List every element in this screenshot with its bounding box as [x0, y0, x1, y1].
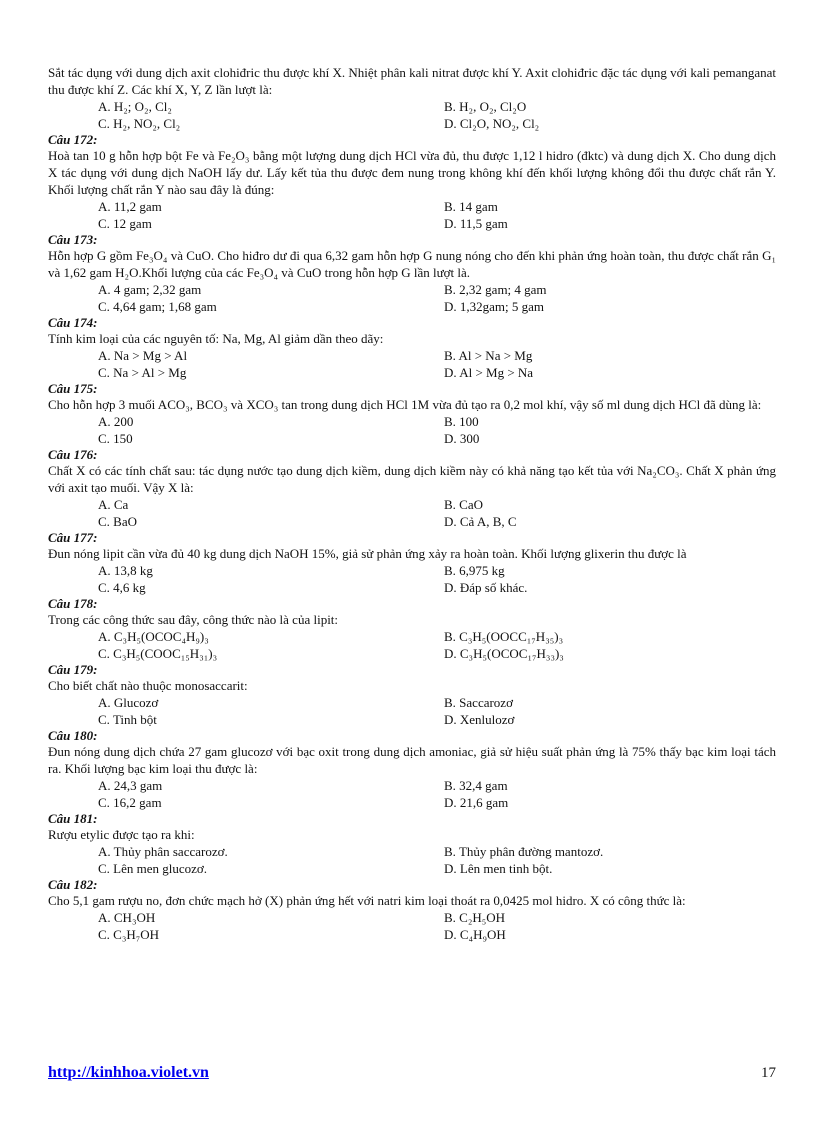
- question-block: [48, 530, 776, 596]
- option-text: 2,32 gam; 4 gam: [459, 282, 547, 297]
- option-letter: D.: [444, 927, 457, 942]
- option-text: CaO: [459, 497, 484, 512]
- answer-option: [444, 909, 776, 926]
- option-letter: A.: [98, 282, 111, 297]
- answer-options: [48, 198, 776, 232]
- answer-option: [444, 496, 776, 513]
- answer-option: [444, 413, 776, 430]
- option-letter: B.: [444, 497, 456, 512]
- option-text: 6,975 kg: [459, 563, 505, 578]
- option-letter: B.: [444, 563, 456, 578]
- answer-option: [98, 496, 444, 513]
- answer-option: [444, 777, 776, 794]
- option-letter: B.: [444, 414, 456, 429]
- option-letter: C.: [98, 216, 110, 231]
- answer-option: [444, 298, 776, 315]
- option-letter: B.: [444, 778, 456, 793]
- option-text: 14 gam: [459, 199, 498, 214]
- question-stem: Hỗn hợp G gồm Fe₃O₄ và CuO. Cho hiđro dư đi qua 6,32 gam hỗn hợp G nung nóng cho đến khi phản ứng hoàn toàn, thu được chất rắn G₁ và 1,62 gam H₂O.Khối lượng của các Fe₃O₄ và CuO trong hỗn hợp G lần lượt là.: [48, 248, 776, 280]
- answer-option: [98, 562, 444, 579]
- answer-option: [444, 281, 776, 298]
- option-text: 21,6 gam: [459, 795, 509, 810]
- answer-option: [98, 115, 444, 132]
- answer-option: [98, 347, 444, 364]
- option-letter: B.: [444, 99, 456, 114]
- answer-option: [444, 347, 776, 364]
- option-text: C₄H₉OH: [459, 927, 506, 942]
- option-letter: D.: [444, 116, 457, 131]
- question-label: Câu 181:: [48, 811, 98, 826]
- answer-option: [98, 298, 444, 315]
- option-letter: C.: [98, 116, 110, 131]
- option-text: C₃H₅(COOC₁₅H₃₁)₃: [113, 646, 218, 661]
- answer-option: [444, 645, 776, 662]
- question-stem: Đun nóng lipit cần vừa đủ 40 kg dung dịch NaOH 15%, giả sử phản ứng xảy ra hoàn toàn. Khối lượng glixerin thu được là: [48, 546, 687, 561]
- question-block: [48, 64, 776, 132]
- answer-option: [444, 711, 776, 728]
- option-text: Al > Na > Mg: [458, 348, 533, 363]
- option-letter: A.: [98, 778, 111, 793]
- answer-option: [98, 364, 444, 381]
- option-text: Na > Al > Mg: [113, 365, 187, 380]
- option-letter: B.: [444, 844, 456, 859]
- answer-option: [98, 711, 444, 728]
- answer-option: [444, 430, 776, 447]
- answer-option: [444, 562, 776, 579]
- option-letter: D.: [444, 299, 457, 314]
- answer-option: [444, 579, 776, 596]
- answer-option: [444, 215, 776, 232]
- question-stem: Cho 5,1 gam rượu no, đơn chức mạch hở (X) phản ứng hết với natri kim loại thoát ra 0,0425 mol hidro. X có công thức là:: [48, 893, 686, 908]
- question-label: Câu 172:: [48, 132, 98, 147]
- answer-options: [48, 843, 776, 877]
- option-letter: D.: [444, 712, 457, 727]
- option-letter: A.: [98, 563, 111, 578]
- option-text: Lên men tinh bột.: [459, 861, 553, 876]
- question-block: [48, 315, 776, 381]
- answer-options: [48, 496, 776, 530]
- option-letter: A.: [98, 497, 111, 512]
- option-text: Glucozơ: [113, 695, 159, 710]
- option-text: 16,2 gam: [113, 795, 162, 810]
- option-letter: C.: [98, 365, 110, 380]
- answer-option: [444, 694, 776, 711]
- answer-options: [48, 909, 776, 943]
- option-text: C₃H₅(OCOC₁₇H₃₃)₃: [459, 646, 564, 661]
- answer-option: [98, 281, 444, 298]
- option-text: 300: [459, 431, 480, 446]
- option-text: Cl₂O, NO₂, Cl₂: [459, 116, 540, 131]
- question-label: Câu 182:: [48, 877, 98, 892]
- option-letter: B.: [444, 695, 456, 710]
- question-block: [48, 877, 776, 943]
- option-letter: C.: [98, 712, 110, 727]
- answer-option: [98, 198, 444, 215]
- question-label: Câu 176:: [48, 447, 98, 462]
- option-text: 200: [113, 414, 134, 429]
- option-text: CH₃OH: [113, 910, 156, 925]
- option-text: 12 gam: [113, 216, 152, 231]
- answer-option: [444, 860, 776, 877]
- answer-options: [48, 281, 776, 315]
- option-letter: C.: [98, 299, 110, 314]
- answer-option: [444, 115, 776, 132]
- question-block: [48, 381, 776, 447]
- question-label: Câu 178:: [48, 596, 98, 611]
- option-letter: C.: [98, 795, 110, 810]
- answer-option: [98, 843, 444, 860]
- option-text: 4 gam; 2,32 gam: [113, 282, 202, 297]
- option-letter: C.: [98, 431, 110, 446]
- answer-option: [444, 513, 776, 530]
- answer-option: [98, 215, 444, 232]
- option-text: H₂, O₂, Cl₂O: [459, 99, 527, 114]
- option-text: Cả A, B, C: [459, 514, 517, 529]
- page-footer: [48, 1064, 776, 1082]
- question-block: [48, 728, 776, 811]
- question-stem: Sắt tác dụng với dung dịch axit clohiđric thu được khí X. Nhiệt phân kali nitrat được khí Y. Axit clohiđric đặc tác dụng với kali pemanganat thu được khí Z. Các khí X, Y, Z lần lượt là:: [48, 65, 776, 97]
- option-text: Lên men glucozơ.: [113, 861, 208, 876]
- option-text: 150: [113, 431, 133, 446]
- answer-option: [98, 513, 444, 530]
- answer-option: [98, 430, 444, 447]
- question-stem: Tính kim loại của các nguyên tố: Na, Mg, Al giảm dần theo dãy:: [48, 331, 384, 346]
- option-letter: D.: [444, 861, 457, 876]
- option-text: 4,64 gam; 1,68 gam: [113, 299, 217, 314]
- question-block: [48, 811, 776, 877]
- option-text: H₂, NO₂, Cl₂: [113, 116, 181, 131]
- question-stem: Cho biết chất nào thuộc monosaccarit:: [48, 678, 248, 693]
- answer-option: [98, 645, 444, 662]
- option-letter: B.: [444, 199, 456, 214]
- option-text: C₃H₇OH: [113, 927, 160, 942]
- option-text: 24,3 gam: [113, 778, 163, 793]
- footer-link[interactable]: http://kinhhoa.violet.vn: [48, 1064, 209, 1081]
- option-letter: A.: [98, 844, 111, 859]
- answer-options: [48, 98, 776, 132]
- question-stem: Trong các công thức sau đây, công thức nào là của lipit:: [48, 612, 339, 627]
- option-letter: C.: [98, 580, 110, 595]
- answer-options: [48, 413, 776, 447]
- answer-option: [98, 694, 444, 711]
- answer-option: [98, 628, 444, 645]
- question-label: Câu 179:: [48, 662, 98, 677]
- option-text: Thủy phân đường mantozơ.: [458, 844, 604, 859]
- question-label: Câu 175:: [48, 381, 98, 396]
- question-stem: Cho hỗn hợp 3 muối ACO₃, BCO₃ và XCO₃ tan trong dung dịch HCl 1M vừa đủ tạo ra 0,2 mol khí, vậy số ml dung dịch HCl đã dùng là:: [48, 397, 762, 412]
- option-text: 13,8 kg: [113, 563, 153, 578]
- answer-options: [48, 628, 776, 662]
- answer-option: [98, 909, 444, 926]
- option-letter: A.: [98, 414, 111, 429]
- option-letter: A.: [98, 695, 111, 710]
- option-letter: A.: [98, 99, 111, 114]
- option-letter: C.: [98, 861, 110, 876]
- option-letter: C.: [98, 646, 110, 661]
- question-stem: Hoà tan 10 g hỗn hợp bột Fe và Fe₂O₃ bằng một lượng dung dịch HCl vừa đủ, thu được 1,12 l hidro (đktc) và dung dịch X. Cho dung dịch X tác dụng với dung dịch NaOH lấy dư. Lấy kết tủa thu được đem nung trong không khí đến khối lượng không đổi thu được chất rắn Y. Khối lượng chất rắn Y nào sau đây là đúng:: [48, 148, 776, 197]
- option-text: Ca: [113, 497, 129, 512]
- option-text: H₂; O₂, Cl₂: [113, 99, 172, 114]
- option-text: Đáp số khác.: [459, 580, 528, 595]
- question-block: [48, 662, 776, 728]
- option-letter: A.: [98, 910, 111, 925]
- option-text: Al > Mg > Na: [459, 365, 534, 380]
- answer-option: [444, 98, 776, 115]
- option-letter: D.: [444, 646, 457, 661]
- option-letter: C.: [98, 927, 110, 942]
- option-letter: C.: [98, 514, 110, 529]
- option-text: Saccarozơ: [459, 695, 513, 710]
- question-label: Câu 177:: [48, 530, 98, 545]
- question-block: [48, 596, 776, 662]
- question-stem: Đun nóng dung dịch chứa 27 gam glucozơ với bạc oxit trong dung dịch amoniac, giả sử hiệu suất phản ứng là 75% thấy bạc kim loại tách ra. Khối lượng bạc kim loại thu được là:: [48, 744, 776, 776]
- option-letter: D.: [444, 514, 457, 529]
- option-text: 4,6 kg: [113, 580, 146, 595]
- answer-options: [48, 347, 776, 381]
- question-label: Câu 173:: [48, 232, 98, 247]
- option-letter: B.: [444, 282, 456, 297]
- question-label: Câu 180:: [48, 728, 98, 743]
- option-text: 11,5 gam: [459, 216, 508, 231]
- option-letter: D.: [444, 795, 457, 810]
- option-text: Na > Mg > Al: [113, 348, 188, 363]
- option-letter: A.: [98, 199, 111, 214]
- answer-option: [98, 98, 444, 115]
- option-text: 11,2 gam: [113, 199, 162, 214]
- option-letter: A.: [98, 348, 111, 363]
- question-block: [48, 447, 776, 530]
- option-letter: D.: [444, 365, 457, 380]
- option-letter: B.: [444, 348, 456, 363]
- answer-option: [98, 777, 444, 794]
- answer-options: [48, 562, 776, 596]
- answer-option: [444, 926, 776, 943]
- question-block: [48, 132, 776, 232]
- answer-option: [98, 860, 444, 877]
- answer-option: [98, 926, 444, 943]
- page-number: 17: [761, 1065, 776, 1081]
- question-label: Câu 174:: [48, 315, 98, 330]
- answer-option: [444, 794, 776, 811]
- option-text: C₃H₅(OOCC₁₇H₃₅)₃: [459, 629, 564, 644]
- option-text: BaO: [113, 514, 138, 529]
- option-text: 100: [459, 414, 479, 429]
- option-letter: B.: [444, 910, 456, 925]
- option-text: 32,4 gam: [459, 778, 508, 793]
- option-letter: D.: [444, 216, 457, 231]
- answer-options: [48, 694, 776, 728]
- option-text: Xenlulozơ: [459, 712, 515, 727]
- answer-options: [48, 777, 776, 811]
- answer-option: [98, 794, 444, 811]
- question-block: [48, 232, 776, 315]
- answer-option: [444, 628, 776, 645]
- question-list: [48, 64, 776, 943]
- option-letter: D.: [444, 580, 457, 595]
- option-letter: D.: [444, 431, 457, 446]
- question-stem: Chất X có các tính chất sau: tác dụng nước tạo dung dịch kiềm, dung dịch kiềm này có khả năng tạo kết tủa với Na₂CO₃. Chất X phản ứng với axit tạo muối. Vậy X là:: [48, 463, 776, 495]
- option-letter: B.: [444, 629, 456, 644]
- answer-option: [98, 413, 444, 430]
- answer-option: [98, 579, 444, 596]
- option-text: 1,32gam; 5 gam: [459, 299, 545, 314]
- option-text: Tinh bột: [112, 712, 157, 727]
- answer-option: [444, 198, 776, 215]
- answer-option: [444, 843, 776, 860]
- answer-option: [444, 364, 776, 381]
- option-text: Thủy phân saccarozơ.: [113, 844, 228, 859]
- option-text: C₃H₅(OCOC₄H₉)₃: [113, 629, 209, 644]
- option-letter: A.: [98, 629, 111, 644]
- option-text: C₂H₅OH: [459, 910, 506, 925]
- question-stem: Rượu etylic được tạo ra khi:: [48, 827, 195, 842]
